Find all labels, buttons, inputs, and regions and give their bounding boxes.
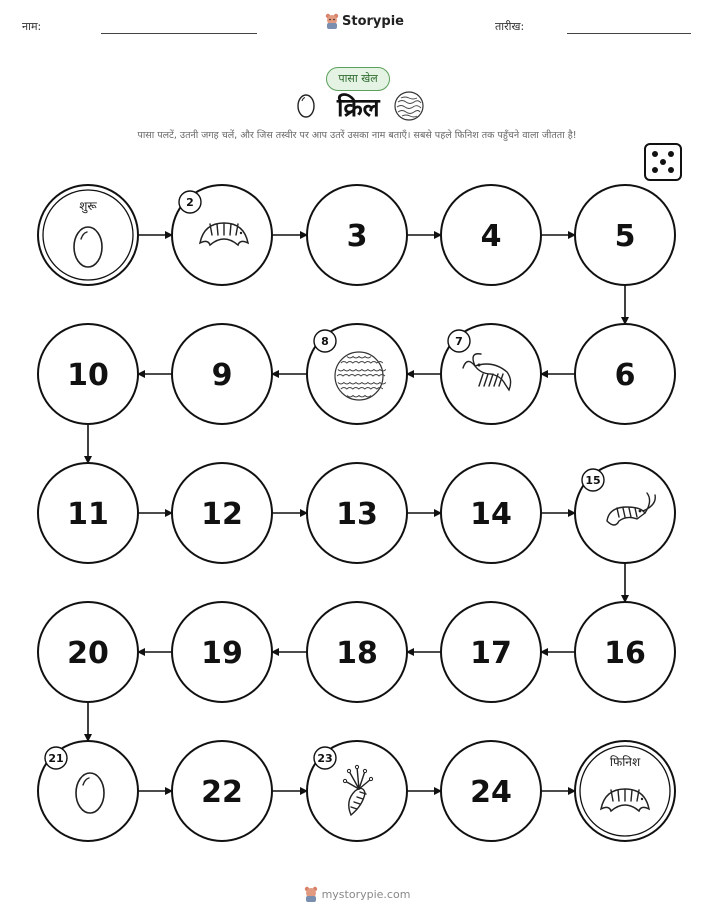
instructions-text: पासा पलटें, उतनी जगह चलें, और जिस तस्वीर पर आप उतरें उसका नाम बताएँ। सबसे पहले फिनिश तक पहुँचने वाला जीतता है! xyxy=(137,130,577,141)
board-space-14 xyxy=(441,463,541,563)
svg-text:15: 15 xyxy=(585,474,601,487)
brand-name: Storypie xyxy=(342,13,404,29)
space-number: 5 xyxy=(614,219,636,254)
space-number: 13 xyxy=(336,497,378,532)
space-number: 10 xyxy=(67,358,109,393)
storypie-bear-icon xyxy=(304,886,318,902)
space-number: 14 xyxy=(470,497,512,532)
board-space-16 xyxy=(575,602,675,702)
space-number-badge xyxy=(45,747,67,769)
start-label: शुरू xyxy=(79,199,97,213)
board-space-8 xyxy=(307,324,407,424)
finish-label: फिनिश xyxy=(609,755,641,769)
board-space-11 xyxy=(38,463,138,563)
space-number-badge xyxy=(314,747,336,769)
space-number: 12 xyxy=(201,497,243,532)
board-space-22 xyxy=(172,741,272,841)
name-label: नाम: xyxy=(22,20,42,33)
svg-text:21: 21 xyxy=(48,752,64,765)
board-space-18 xyxy=(307,602,407,702)
egg-icon xyxy=(74,227,102,267)
board-space-24 xyxy=(441,741,541,841)
finish-space xyxy=(575,741,675,841)
board-space-3 xyxy=(307,185,407,285)
board-space-10 xyxy=(38,324,138,424)
space-number: 4 xyxy=(480,219,502,254)
start-space xyxy=(38,185,138,285)
space-number: 17 xyxy=(470,636,512,671)
space-number: 18 xyxy=(336,636,378,671)
space-number-badge xyxy=(314,330,336,352)
space-number: 6 xyxy=(614,358,636,393)
space-number: 24 xyxy=(470,775,512,810)
date-label: तारीख: xyxy=(495,20,525,33)
footer-site: mystorypie.com xyxy=(321,887,411,901)
svg-text:8: 8 xyxy=(321,335,329,348)
board-space-13 xyxy=(307,463,407,563)
svg-text:2: 2 xyxy=(186,196,194,209)
board-space-6 xyxy=(575,324,675,424)
board-space-4 xyxy=(441,185,541,285)
space-number: 20 xyxy=(67,636,109,671)
board-space-20 xyxy=(38,602,138,702)
space-number-badge xyxy=(448,330,470,352)
page-title: क्रिल xyxy=(337,93,380,122)
game-type-badge: पासा खेल xyxy=(326,67,390,91)
space-number-badge xyxy=(582,469,604,491)
board-space-2 xyxy=(172,185,272,285)
space-number: 9 xyxy=(211,358,233,393)
board-space-12 xyxy=(172,463,272,563)
board-space-23 xyxy=(307,741,407,841)
space-number: 16 xyxy=(604,636,646,671)
footer xyxy=(0,886,714,902)
space-number: 11 xyxy=(67,497,109,532)
board-space-7 xyxy=(441,324,541,424)
board-space-5 xyxy=(575,185,675,285)
svg-text:7: 7 xyxy=(455,335,463,348)
board-space-15 xyxy=(575,463,675,563)
board-space-17 xyxy=(441,602,541,702)
space-number: 19 xyxy=(201,636,243,671)
space-number: 22 xyxy=(201,775,243,810)
egg-icon xyxy=(76,773,104,813)
svg-text:23: 23 xyxy=(317,752,333,765)
board-space-9 xyxy=(172,324,272,424)
space-number-badge xyxy=(179,191,201,213)
board-space-19 xyxy=(172,602,272,702)
space-number: 3 xyxy=(346,219,368,254)
board-space-21 xyxy=(38,741,138,841)
